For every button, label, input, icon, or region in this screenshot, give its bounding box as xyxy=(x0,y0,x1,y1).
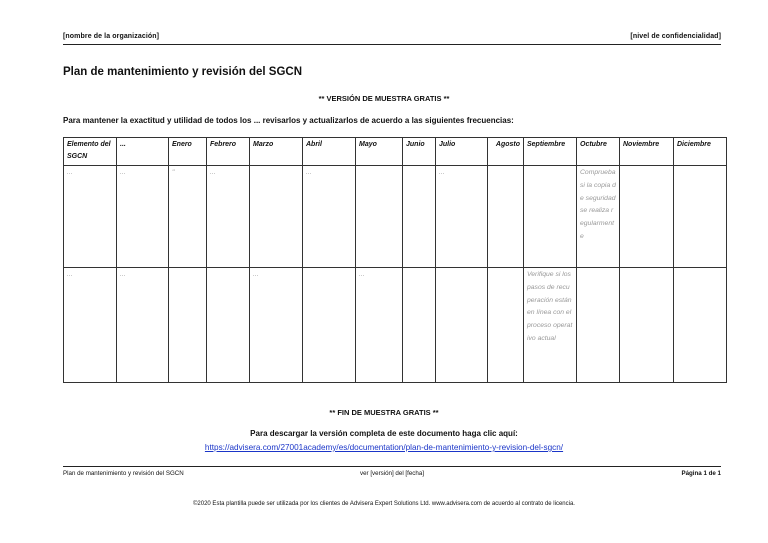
download-instruction: Para descargar la versión completa de este documento haga clic aquí: xyxy=(250,429,518,438)
download-link[interactable]: https://advisera.com/27001academy/es/documentation/plan-de-mantenimiento-y-revision-del-sgcn/ xyxy=(204,443,564,452)
table-cell[interactable] xyxy=(356,166,403,268)
table-cell[interactable] xyxy=(674,268,727,383)
column-header: Septiembre xyxy=(524,138,577,166)
confidentiality-level: [nivel de confidencialidad] xyxy=(630,33,721,40)
column-header: Junio xyxy=(403,138,436,166)
table-cell[interactable]: ... xyxy=(356,268,403,383)
column-header: Elemento del SGCN xyxy=(64,138,117,166)
column-header: Febrero xyxy=(207,138,250,166)
table-cell[interactable]: ... xyxy=(117,268,169,383)
column-header: Mayo xyxy=(356,138,403,166)
table-cell[interactable] xyxy=(674,166,727,268)
table-cell[interactable] xyxy=(169,268,207,383)
column-header: Abril xyxy=(303,138,356,166)
column-header: Julio xyxy=(436,138,488,166)
table-cell[interactable] xyxy=(250,166,303,268)
table-cell[interactable]: ... xyxy=(436,166,488,268)
table-cell[interactable] xyxy=(577,268,620,383)
table-cell[interactable]: " xyxy=(169,166,207,268)
footer-document-name: Plan de mantenimiento y revisión del SGCN xyxy=(63,470,184,477)
column-header: Enero xyxy=(169,138,207,166)
column-header: Agosto xyxy=(488,138,524,166)
table-cell[interactable] xyxy=(403,166,436,268)
column-header: Octubre xyxy=(577,138,620,166)
table-cell[interactable] xyxy=(303,268,356,383)
table-cell[interactable]: ... xyxy=(117,166,169,268)
table-cell[interactable] xyxy=(488,166,524,268)
footer-version: ver [versión] del [fecha] xyxy=(360,470,424,477)
sample-version-notice: ** VERSIÓN DE MUESTRA GRATIS ** xyxy=(318,94,450,103)
table-cell[interactable]: ... xyxy=(207,166,250,268)
column-header: Noviembre xyxy=(620,138,674,166)
document-title: Plan de mantenimiento y revisión del SGCN xyxy=(63,66,303,78)
table-cell[interactable] xyxy=(403,268,436,383)
organization-name: [nombre de la organización] xyxy=(63,33,160,40)
table-cell[interactable]: ... xyxy=(303,166,356,268)
table-cell[interactable] xyxy=(488,268,524,383)
column-header: ... xyxy=(117,138,169,166)
table-cell[interactable] xyxy=(207,268,250,383)
page-header xyxy=(63,33,721,40)
footer-page-number: Página 1 de 1 xyxy=(681,470,721,477)
column-header: Marzo xyxy=(250,138,303,166)
table-cell[interactable] xyxy=(620,166,674,268)
table-cell[interactable] xyxy=(524,166,577,268)
header-divider xyxy=(63,44,721,45)
footer-divider xyxy=(63,466,721,467)
table-cell[interactable]: Verifique si los pasos de recuperación están en línea con el proceso operativo actual xyxy=(524,268,577,383)
table-cell[interactable] xyxy=(436,268,488,383)
end-sample-notice: ** FIN DE MUESTRA GRATIS ** xyxy=(329,408,439,417)
page-footer xyxy=(63,470,721,480)
intro-text: Para mantener la exactitud y utilidad de todos los ... revisarlos y actualizarlos de acuerdo a las siguientes frecuencias: xyxy=(63,116,514,125)
table-header-row xyxy=(64,138,727,166)
table-row xyxy=(64,268,727,383)
table-cell[interactable] xyxy=(620,268,674,383)
table-cell[interactable]: ... xyxy=(250,268,303,383)
table-cell[interactable]: ... xyxy=(64,166,117,268)
table-row xyxy=(64,166,727,268)
copyright-notice: ©2020 Esta plantilla puede ser utilizada por los clientes de Advisera Expert Solutions Ltd. www.advisera.com de acuerdo al contrato de licencia. xyxy=(193,501,575,507)
maintenance-table xyxy=(63,137,727,383)
column-header: Diciembre xyxy=(674,138,727,166)
table-cell[interactable]: Comprueba si la copia de seguridad se realiza regularmente xyxy=(577,166,620,268)
table-cell[interactable]: ... xyxy=(64,268,117,383)
